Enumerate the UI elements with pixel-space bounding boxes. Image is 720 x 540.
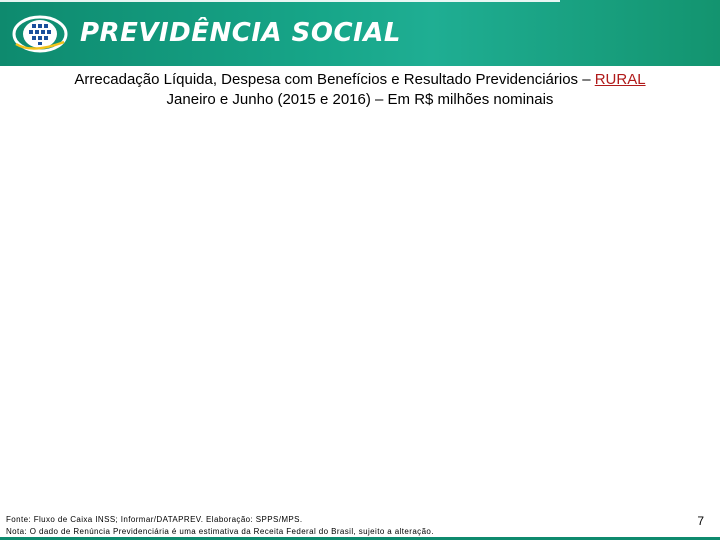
footer-source: Fonte: Fluxo de Caixa INSS; Informar/DATAPREV. Elaboração: SPPS/MPS. [6, 515, 303, 524]
previdencia-logo-icon [12, 14, 72, 54]
title-line-2: Janeiro e Junho (2015 e 2016) – Em R$ milhões nominais [166, 91, 554, 108]
title-line-1 [0, 70, 720, 90]
footer-notes [6, 514, 434, 538]
title-line-1-text: Arrecadação Líquida, Despesa com Benefícios e Resultado Previdenciários – [74, 71, 595, 88]
footer-note: Nota: O dado de Renúncia Previdenciária é uma estimativa da Receita Federal do Brasil, sujeito a alteração. [6, 527, 434, 536]
brand-title: PREVIDÊNCIA SOCIAL [80, 18, 401, 48]
slide-title [0, 70, 720, 110]
header-top-line [0, 0, 560, 2]
page-number: 7 [697, 514, 704, 528]
chart-area-empty [0, 112, 720, 507]
header-bar [0, 0, 720, 66]
title-highlight-rural: RURAL [594, 71, 646, 88]
